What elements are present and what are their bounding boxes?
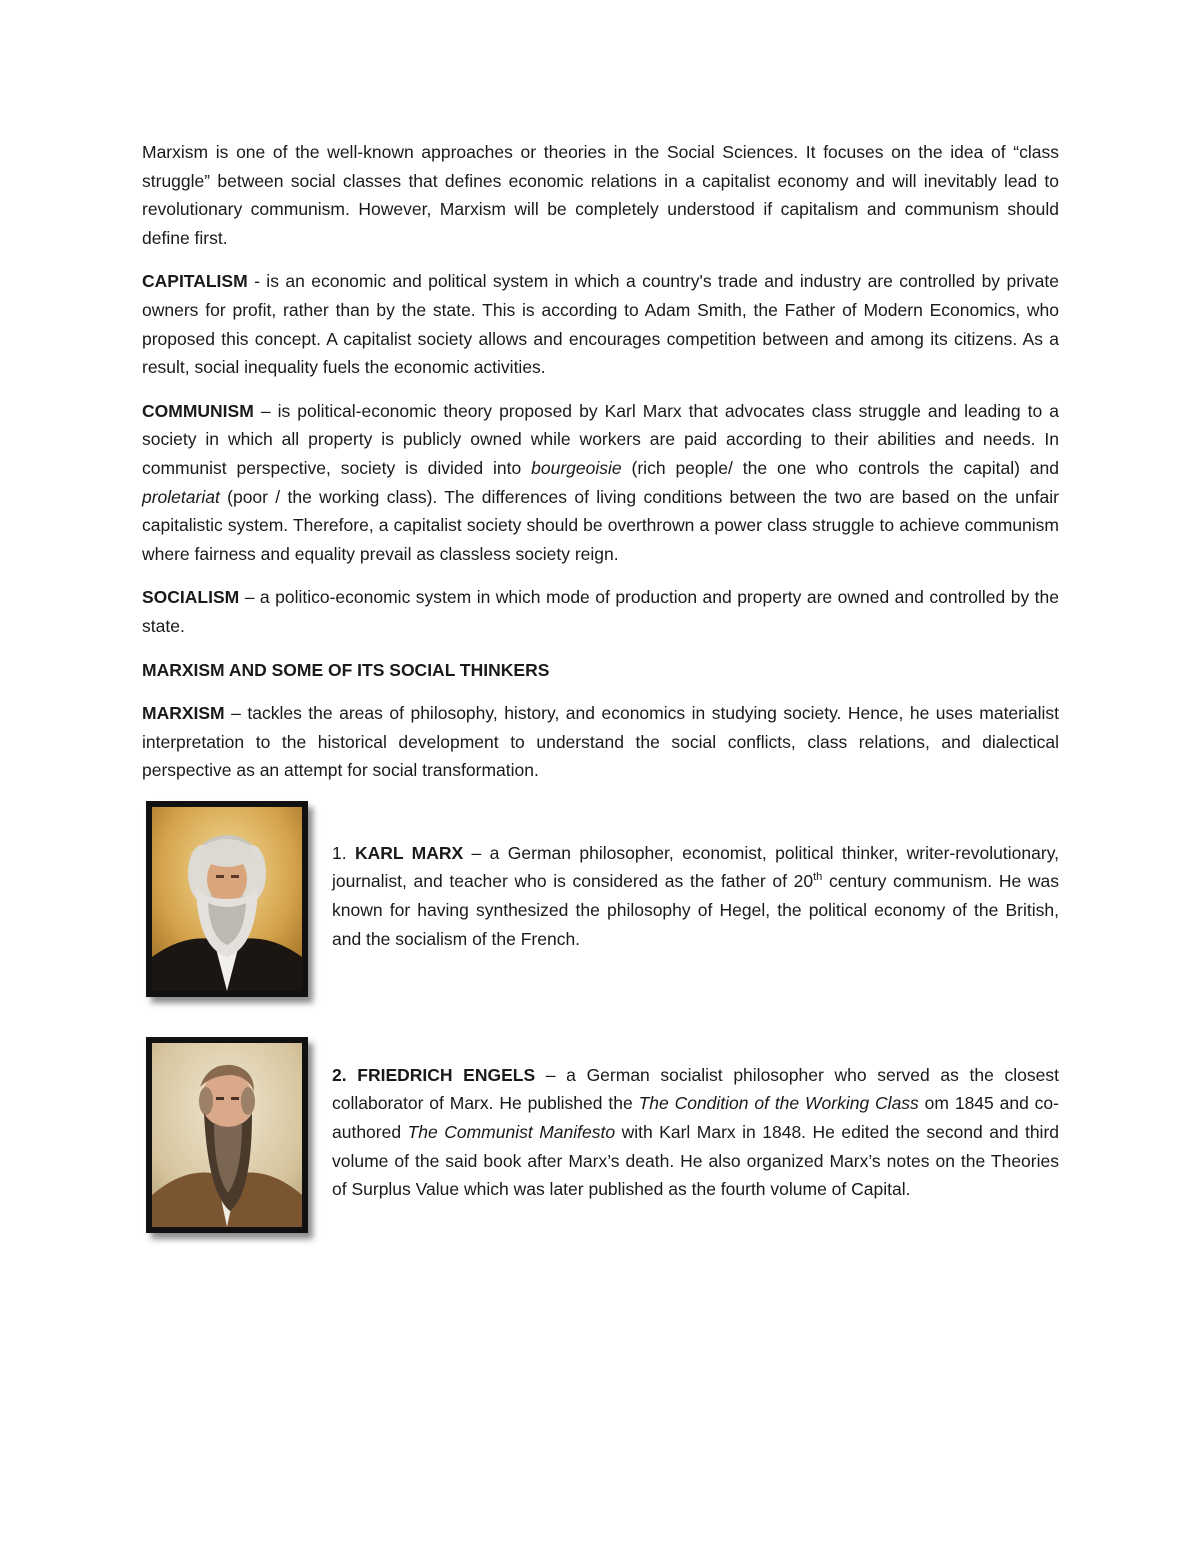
friedrich-engels-entry [142, 1037, 1059, 1247]
capitalism-paragraph [142, 267, 1059, 381]
karl-marx-text-part1: – a German philosopher, economist, political thinker, writer-revolutionary, journalist, and teacher who is considered as the father of 20 [332, 842, 1060, 892]
friedrich-engels-text-part1: – a German socialist philosopher who served as the closest collaborator of Marx. He published the [332, 1064, 1059, 1114]
karl-marx-number: 1. [332, 842, 355, 863]
socialism-definition: – a politico-economic system in which mode of production and property are owned and controlled by the state. [142, 587, 1059, 636]
document-page [142, 138, 1059, 1247]
friedrich-engels-text-part3: with Karl Marx in 1848. He edited the second and third volume of the said book after Marx’s death. He also organized Marx’s notes on the Theories of Surplus Value which was later published as the fourth volume of Capital. [332, 1122, 1060, 1200]
socialism-paragraph [142, 583, 1059, 640]
communism-definition-part3: (poor / the working class). The differences of living conditions between the two are based on the unfair capitalistic system. Therefore, a capitalist society should be overthrown a power class struggle to achieve communism where fairness and equality prevail as classless society reign. [142, 486, 1059, 564]
communism-definition-part1: – is political-economic theory proposed by Karl Marx that advocates class struggle and leading to a society in which all property is publicly owned while workers are paid according to their abilities and needs. In communist perspective, society is divided into [142, 400, 1059, 478]
condition-of-working-class-title: The Condition of the Working Class [638, 1093, 919, 1114]
karl-marx-ordinal-suffix: th [813, 871, 823, 884]
marxism-term: MARXISM [142, 703, 225, 724]
friedrich-engels-portrait [146, 1037, 308, 1233]
friedrich-engels-description [332, 1061, 1059, 1204]
socialism-term: SOCIALISM [142, 587, 240, 608]
friedrich-engels-paragraph [332, 1061, 1059, 1204]
capitalism-term: CAPITALISM [142, 271, 248, 292]
karl-marx-paragraph [332, 839, 1059, 953]
section-heading: MARXISM AND SOME OF ITS SOCIAL THINKERS [142, 659, 550, 680]
friedrich-engels-number: 2. [332, 1064, 358, 1085]
karl-marx-description [332, 839, 1059, 953]
karl-marx-entry [142, 801, 1059, 997]
karl-marx-name: KARL MARX [354, 842, 464, 863]
communism-paragraph [142, 397, 1059, 569]
marxism-paragraph [142, 699, 1059, 785]
karl-marx-portrait [146, 801, 308, 997]
communism-definition-part2: (rich people/ the one who controls the capital) and [621, 457, 1060, 478]
proletariat-term: proletariat [142, 486, 220, 507]
karl-marx-text-part2: century communism. He was known for having synthesized the philosophy of Hegel, the political economy of the British, and the socialism of the French. [332, 871, 1059, 949]
communist-manifesto-title: The Communist Manifesto [407, 1122, 616, 1143]
intro-paragraph: Marxism is one of the well-known approaches or theories in the Social Sciences. It focuses on the idea of “class struggle” between social classes that defines economic relations in a capitalist economy and will inevitably lead to revolutionary communism. However, Marxism will be completely understood if capitalism and communism should define first. [142, 142, 1059, 248]
marxism-definition: – tackles the areas of philosophy, history, and economics in studying society. Hence, he uses materialist interpretation to the historical development to understand the social conflicts, class relations, and dialectical perspective as an attempt for social transformation. [142, 703, 1059, 781]
bourgeoisie-term: bourgeoisie [531, 457, 622, 478]
friedrich-engels-text-part2: om 1845 and co-authored [332, 1093, 1059, 1143]
friedrich-engels-name: FRIEDRICH ENGELS [357, 1064, 536, 1085]
communism-term: COMMUNISM [142, 400, 254, 421]
capitalism-definition: - is an economic and political system in which a country's trade and industry are controlled by private owners for profit, rather than by the state. This is according to Adam Smith, the Father of Modern Economics, who proposed this concept. A capitalist society allows and encourages competition between and among its citizens. As a result, social inequality fuels the economic activities. [142, 271, 1059, 378]
